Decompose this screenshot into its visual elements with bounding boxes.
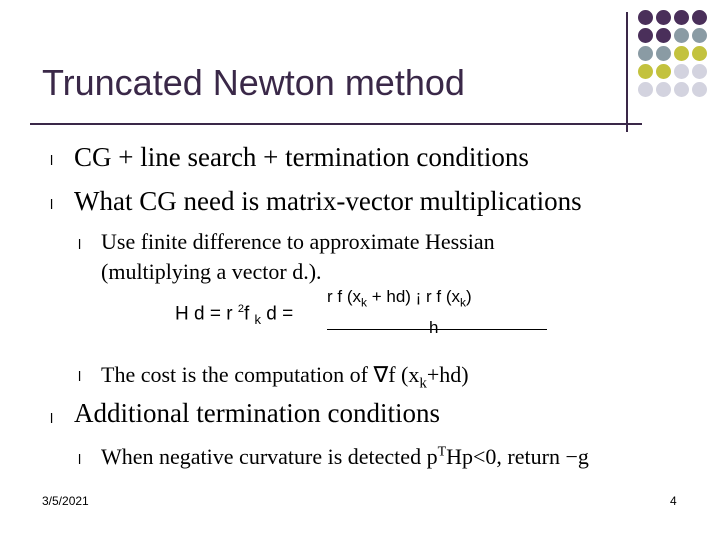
bullet-icon: l [50, 196, 54, 212]
decorative-dot [692, 64, 707, 79]
sub-bullet-text-negative-curvature: When negative curvature is detected $p^THp<0$, return −g [101, 444, 589, 469]
decorative-dot [692, 46, 707, 61]
decorative-dot [638, 82, 653, 97]
page-number: 4 [670, 494, 677, 508]
decorative-dot [674, 82, 689, 97]
decorative-dot [638, 10, 653, 25]
decorative-dot [692, 82, 707, 97]
sub-bullet-icon: l [78, 368, 82, 384]
formula-numerator: r f $(x_k + hd)$ ¡ r f $(x_k)$ [327, 287, 472, 310]
sub-bullet-text-finite-difference: Use finite difference to approximate Hessian [101, 229, 495, 254]
sub-bullet-icon: l [78, 451, 82, 467]
bullet-text-additional-termination: Additional termination conditions [74, 398, 440, 428]
sub-bullet-text-multiplying: (multiplying a vector d.). [101, 259, 322, 284]
decorative-dot [692, 10, 707, 25]
sub-bullet-icon: l [78, 236, 82, 252]
sub-bullet-text-cost: The cost is the computation of ∇f $(x_k+hd)$ [101, 362, 469, 392]
title-underline [30, 123, 642, 125]
bullet-icon: l [50, 152, 54, 168]
decorative-dot [674, 10, 689, 25]
decorative-dot [656, 46, 671, 61]
decorative-dot [656, 10, 671, 25]
slide-title: Truncated Newton method [42, 62, 465, 103]
decorative-dot [638, 46, 653, 61]
bullet-text-cg-need: What CG need is matrix-vector multiplications [74, 186, 582, 216]
decorative-dot [656, 82, 671, 97]
decorative-dot [638, 28, 653, 43]
decorative-dot [674, 46, 689, 61]
decorative-dot [638, 64, 653, 79]
decorative-dot [674, 28, 689, 43]
bullet-text-cg-line-search: CG + line search + termination conditions [74, 142, 529, 172]
formula-lhs: H d = r $^2$f $_k$ d = [175, 303, 294, 328]
decorative-dot [692, 28, 707, 43]
decorative-dot [674, 64, 689, 79]
formula-denominator: h [429, 318, 439, 337]
footer-date: 3/5/2021 [42, 494, 89, 508]
vertical-rule [626, 12, 628, 132]
bullet-icon: l [50, 410, 54, 426]
decorative-dot [656, 64, 671, 79]
decorative-dot [656, 28, 671, 43]
